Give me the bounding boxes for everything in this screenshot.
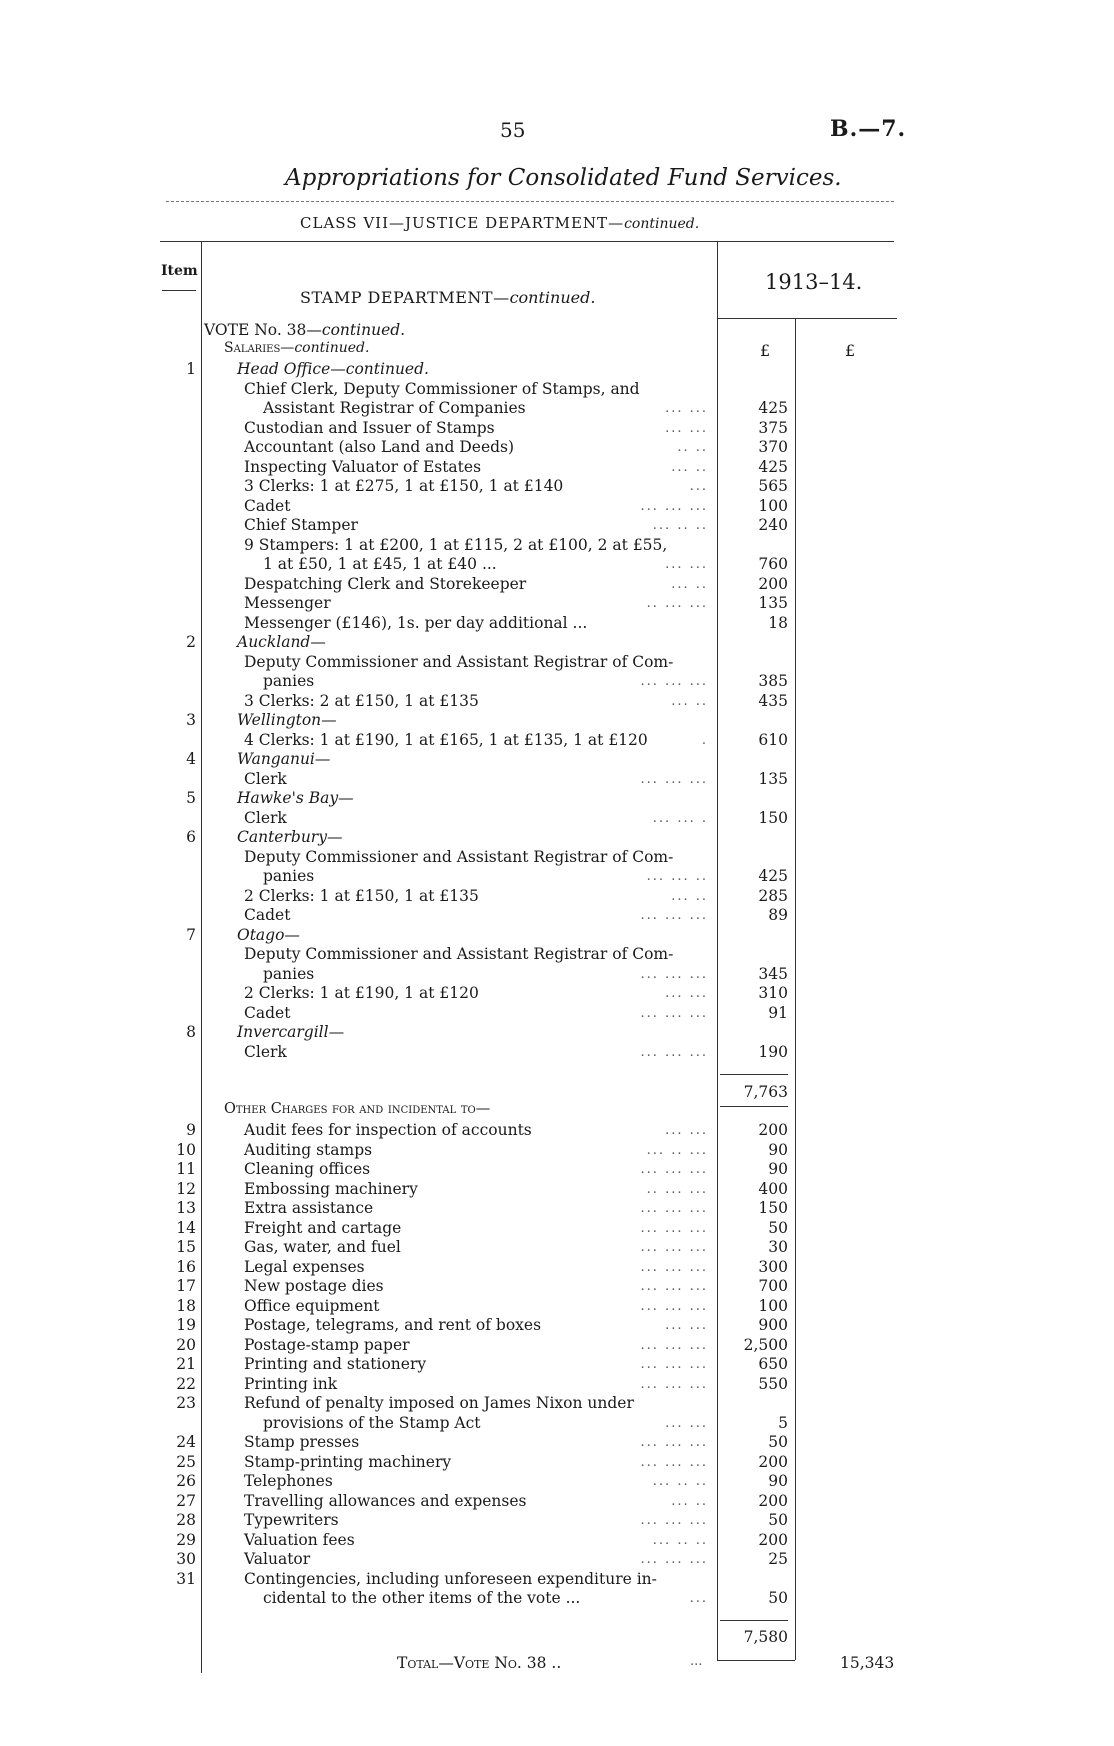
leader-dots: ... ... ... xyxy=(640,1240,708,1255)
row-description: Gas, water, and fuel xyxy=(244,1238,401,1256)
row-description: panies xyxy=(263,867,315,885)
row-description: Deputy Commissioner and Assistant Registrar of Com- xyxy=(244,847,674,866)
leader-dots: ... ... ... xyxy=(640,1162,708,1177)
row-description: 1 at £50, 1 at £45, 1 at £40 ... xyxy=(263,555,497,573)
leader-dots: . xyxy=(701,732,708,748)
table-row xyxy=(0,1589,1114,1609)
table-row xyxy=(0,1531,1114,1551)
salaries-subtotal-rule-bottom xyxy=(720,1106,788,1107)
item-number: 25 xyxy=(176,1452,196,1471)
leader-dots: ... ... ... xyxy=(640,1201,708,1216)
table-row xyxy=(0,1355,1114,1375)
table-row xyxy=(0,867,1114,887)
pound-sign-column-1: £ xyxy=(760,341,771,360)
row-amount: 760 xyxy=(758,555,788,573)
row-description: Custodian and Issuer of Stamps xyxy=(244,418,495,437)
row-amount: 2,500 xyxy=(743,1335,788,1354)
item-number: 29 xyxy=(176,1530,196,1549)
table-top-rule xyxy=(160,241,894,242)
leader-dots: .. .. xyxy=(677,440,708,455)
table-row xyxy=(0,692,1114,712)
table-row xyxy=(0,926,1114,946)
row-description: Travelling allowances and expenses xyxy=(244,1491,527,1510)
item-number: 26 xyxy=(176,1472,196,1490)
leader-dots: ... ... xyxy=(665,986,708,1001)
leader-dots: ... ... xyxy=(665,1318,708,1333)
row-description: Cleaning offices xyxy=(244,1160,371,1178)
row-amount: 91 xyxy=(768,1003,788,1022)
leader-dots: ... ... ... xyxy=(640,1005,708,1021)
row-description: Clerk xyxy=(244,1042,287,1061)
row-description: Postage-stamp paper xyxy=(244,1335,410,1354)
table-row xyxy=(0,1238,1114,1258)
row-description: Audit fees for inspection of accounts xyxy=(244,1121,532,1139)
row-description: Printing ink xyxy=(244,1374,338,1393)
row-amount: 310 xyxy=(758,984,788,1002)
item-number: 28 xyxy=(176,1511,196,1529)
leader-dots: ... ... xyxy=(665,420,708,436)
row-amount: 50 xyxy=(768,1218,788,1237)
row-amount: 135 xyxy=(758,769,788,788)
row-description: panies xyxy=(263,672,315,690)
leader-dots: ... .. .. xyxy=(652,1532,708,1548)
row-description: Assistant Registrar of Companies xyxy=(263,399,526,417)
table-row xyxy=(0,1141,1114,1161)
row-description: panies xyxy=(263,964,315,983)
row-description: 3 Clerks: 1 at £275, 1 at £150, 1 at £140 xyxy=(244,477,564,495)
row-description: Contingencies, including unforeseen expenditure in- xyxy=(244,1569,657,1588)
leader-dots: ... ... ... xyxy=(640,1220,708,1236)
row-description: 9 Stampers: 1 at £200, 1 at £115, 2 at £100, 2 at £55, xyxy=(244,535,668,554)
row-description: Valuation fees xyxy=(244,1530,355,1549)
row-amount: 90 xyxy=(768,1472,788,1490)
table-row xyxy=(0,1043,1114,1063)
leader-dots: ... .. ... xyxy=(646,1142,708,1158)
row-amount: 375 xyxy=(758,418,788,437)
vote-heading: VOTE No. 38—continued. xyxy=(204,321,406,339)
row-description: Otago— xyxy=(237,925,300,944)
leader-dots: ... ... xyxy=(665,557,708,572)
table-row xyxy=(0,828,1114,848)
row-description: Deputy Commissioner and Assistant Registrar of Com- xyxy=(244,652,674,671)
table-row xyxy=(0,1023,1114,1043)
table-row xyxy=(0,419,1114,439)
table-row xyxy=(0,809,1114,829)
table-row xyxy=(0,1258,1114,1278)
row-description: Canterbury— xyxy=(237,828,343,846)
table-row xyxy=(0,731,1114,751)
row-amount: 50 xyxy=(768,1511,788,1529)
leader-dots: .. ... ... xyxy=(646,1181,708,1197)
row-amount: 200 xyxy=(758,1452,788,1471)
leader-dots: ... ... ... xyxy=(640,1513,708,1528)
row-amount: 610 xyxy=(758,730,788,749)
leader-dots: ... ... ... xyxy=(640,1259,708,1275)
table-row xyxy=(0,1414,1114,1434)
row-description: 2 Clerks: 1 at £150, 1 at £135 xyxy=(244,886,479,905)
row-amount: 370 xyxy=(758,438,788,456)
row-amount: 435 xyxy=(758,691,788,710)
item-number: 21 xyxy=(176,1355,196,1373)
subtitle-rule xyxy=(166,201,894,202)
leader-dots: ... .. xyxy=(671,888,708,904)
leader-dots: ... ... . xyxy=(652,810,708,826)
row-amount: 135 xyxy=(758,594,788,612)
table-row xyxy=(0,1492,1114,1512)
row-description: provisions of the Stamp Act xyxy=(263,1413,481,1432)
leader-dots: ... ... ... xyxy=(640,1376,708,1392)
row-description: Inspecting Valuator of Estates xyxy=(244,457,482,476)
row-amount: 345 xyxy=(758,964,788,983)
row-amount: 100 xyxy=(758,1296,788,1315)
table-row xyxy=(0,1472,1114,1492)
row-description: Messenger (£146), 1s. per day additional ... xyxy=(244,613,588,632)
row-description: Office equipment xyxy=(244,1296,380,1315)
table-row xyxy=(0,575,1114,595)
year-header: 1913–14. xyxy=(765,270,863,294)
item-number: 8 xyxy=(186,1023,196,1041)
table-row xyxy=(0,1160,1114,1180)
table-row xyxy=(0,1199,1114,1219)
table-row xyxy=(0,1219,1114,1239)
item-number: 3 xyxy=(186,711,196,729)
table-row xyxy=(0,614,1114,634)
leader-dots: ... ... xyxy=(665,401,708,416)
row-amount: 100 xyxy=(758,496,788,515)
row-amount: 89 xyxy=(768,906,788,924)
row-description: Auckland— xyxy=(237,633,326,651)
row-description: Clerk xyxy=(244,808,287,827)
item-number: 11 xyxy=(176,1160,196,1178)
grand-total: 15,343 xyxy=(840,1654,895,1672)
row-description: Despatching Clerk and Storekeeper xyxy=(244,574,527,593)
row-amount: 200 xyxy=(758,1121,788,1139)
item-number: 16 xyxy=(176,1257,196,1276)
row-amount: 385 xyxy=(758,672,788,690)
item-number: 9 xyxy=(186,1121,196,1139)
row-description: Wellington— xyxy=(237,711,337,729)
row-amount: 5 xyxy=(778,1413,788,1432)
item-column-header: Item xyxy=(161,263,198,279)
row-description: Stamp-printing machinery xyxy=(244,1452,452,1471)
row-amount: 190 xyxy=(758,1042,788,1061)
department-heading: STAMP DEPARTMENT—continued. xyxy=(300,288,596,307)
row-amount: 150 xyxy=(758,1199,788,1217)
pound-sign-column-2: £ xyxy=(845,341,856,360)
leader-dots: ... ... ... xyxy=(640,1552,708,1567)
total-dots: ... xyxy=(690,1654,703,1669)
row-description: Invercargill— xyxy=(237,1023,345,1041)
row-description: Embossing machinery xyxy=(244,1179,418,1198)
row-amount: 200 xyxy=(758,1491,788,1510)
row-description: Refund of penalty imposed on James Nixon under xyxy=(244,1394,634,1412)
table-row xyxy=(0,1121,1114,1141)
other-subtotal-rule xyxy=(720,1620,788,1621)
table-row xyxy=(0,1336,1114,1356)
leader-dots: ... ... ... xyxy=(640,1454,708,1470)
table-row xyxy=(0,1277,1114,1297)
table-row xyxy=(0,594,1114,614)
table-row xyxy=(0,1180,1114,1200)
item-number: 27 xyxy=(176,1491,196,1510)
item-number: 31 xyxy=(176,1569,196,1588)
row-description: Clerk xyxy=(244,769,287,788)
row-amount: 50 xyxy=(768,1589,788,1607)
document-reference: B.—7. xyxy=(830,116,907,142)
leader-dots: ... ... .. xyxy=(646,869,708,884)
row-description: Hawke's Bay— xyxy=(237,789,354,807)
row-description: cidental to the other items of the vote ... xyxy=(263,1589,581,1607)
table-row xyxy=(0,380,1114,400)
leader-dots: ... ... ... xyxy=(640,1337,708,1353)
row-description: Wanganui— xyxy=(237,750,331,768)
table-row xyxy=(0,848,1114,868)
row-amount: 150 xyxy=(758,808,788,827)
table-row xyxy=(0,1550,1114,1570)
item-number: 22 xyxy=(176,1374,196,1393)
row-description: Telephones xyxy=(244,1472,333,1490)
row-description: Deputy Commissioner and Assistant Registrar of Com- xyxy=(244,945,674,963)
row-amount: 425 xyxy=(758,867,788,885)
item-number: 12 xyxy=(176,1179,196,1198)
item-number: 20 xyxy=(176,1335,196,1354)
row-description: Head Office—continued. xyxy=(237,360,429,378)
leader-dots: .. ... ... xyxy=(646,596,708,611)
row-amount: 240 xyxy=(758,516,788,534)
table-row xyxy=(0,1375,1114,1395)
item-number: 7 xyxy=(186,925,196,944)
leader-dots: ... .. xyxy=(671,459,708,475)
row-description: Messenger xyxy=(244,594,331,612)
table-row xyxy=(0,906,1114,926)
row-amount: 300 xyxy=(758,1257,788,1276)
table-row xyxy=(0,477,1114,497)
item-number: 13 xyxy=(176,1199,196,1217)
year-header-rule xyxy=(717,318,897,319)
row-amount: 50 xyxy=(768,1433,788,1451)
row-description: Extra assistance xyxy=(244,1199,374,1217)
page-number: 55 xyxy=(500,118,526,142)
table-row xyxy=(0,1004,1114,1024)
row-amount: 25 xyxy=(768,1550,788,1568)
item-number: 30 xyxy=(176,1550,196,1568)
table-row xyxy=(0,1297,1114,1317)
row-description: Cadet xyxy=(244,496,291,515)
item-number: 15 xyxy=(176,1238,196,1256)
table-row xyxy=(0,887,1114,907)
item-number: 23 xyxy=(176,1394,196,1412)
item-number: 10 xyxy=(176,1140,196,1159)
item-number: 19 xyxy=(176,1316,196,1334)
leader-dots: ... .. xyxy=(671,693,708,709)
leader-dots: ... ... ... xyxy=(640,1298,708,1314)
total-label: Total—Vote No. 38 .. xyxy=(397,1654,562,1672)
table-row xyxy=(0,555,1114,575)
leader-dots: ... ... ... xyxy=(640,1044,708,1060)
row-amount: 425 xyxy=(758,457,788,476)
total-rule xyxy=(717,1660,795,1661)
leader-dots: ... .. .. xyxy=(652,1474,708,1489)
leader-dots: ... ... ... xyxy=(640,966,708,982)
row-description: Postage, telegrams, and rent of boxes xyxy=(244,1316,542,1334)
table-row xyxy=(0,1394,1114,1414)
leader-dots: ... xyxy=(689,1591,708,1606)
table-row xyxy=(0,653,1114,673)
leader-dots: ... ... ... xyxy=(640,674,708,689)
class-heading: CLASS VII—JUSTICE DEPARTMENT—continued. xyxy=(300,214,700,232)
table-row xyxy=(0,1433,1114,1453)
leader-dots: ... ... ... xyxy=(640,498,708,514)
item-number: 2 xyxy=(186,633,196,651)
leader-dots: ... xyxy=(689,479,708,494)
item-number: 4 xyxy=(186,750,196,768)
row-description: 4 Clerks: 1 at £190, 1 at £165, 1 at £135, 1 at £120 xyxy=(244,730,648,749)
row-description: Chief Stamper xyxy=(244,516,358,534)
leader-dots: ... .. xyxy=(671,1493,708,1509)
other-charges-heading: Other Charges for and incidental to— xyxy=(224,1101,491,1117)
row-amount: 650 xyxy=(758,1355,788,1373)
row-description: 3 Clerks: 2 at £150, 1 at £135 xyxy=(244,691,479,710)
row-description: Cadet xyxy=(244,906,291,924)
leader-dots: ... ... ... xyxy=(640,771,708,787)
row-description: 2 Clerks: 1 at £190, 1 at £120 xyxy=(244,984,479,1002)
leader-dots: ... ... xyxy=(665,1415,708,1431)
table-row xyxy=(0,711,1114,731)
table-row xyxy=(0,984,1114,1004)
row-amount: 700 xyxy=(758,1277,788,1295)
salaries-heading: Salaries—continued. xyxy=(224,340,370,356)
table-row xyxy=(0,399,1114,419)
leader-dots: ... ... ... xyxy=(640,1279,708,1294)
row-amount: 565 xyxy=(758,477,788,495)
table-row xyxy=(0,1316,1114,1336)
table-row xyxy=(0,360,1114,380)
table-row xyxy=(0,633,1114,653)
item-number: 24 xyxy=(176,1433,196,1451)
table-row xyxy=(0,770,1114,790)
item-number: 18 xyxy=(176,1296,196,1315)
table-row xyxy=(0,965,1114,985)
row-description: Freight and cartage xyxy=(244,1218,402,1237)
row-amount: 285 xyxy=(758,886,788,905)
item-number: 6 xyxy=(186,828,196,846)
table-row xyxy=(0,750,1114,770)
table-row xyxy=(0,945,1114,965)
row-amount: 400 xyxy=(758,1179,788,1198)
other-charges-subtotal: 7,580 xyxy=(743,1628,788,1646)
salaries-subtotal: 7,763 xyxy=(743,1083,788,1101)
leader-dots: ... ... ... xyxy=(640,1435,708,1450)
row-amount: 200 xyxy=(758,574,788,593)
row-amount: 30 xyxy=(768,1238,788,1256)
row-amount: 18 xyxy=(768,613,788,632)
table-row xyxy=(0,1570,1114,1590)
leader-dots: ... .. xyxy=(671,576,708,592)
item-header-rule xyxy=(162,290,196,291)
row-amount: 90 xyxy=(768,1160,788,1178)
row-description: Chief Clerk, Deputy Commissioner of Stamps, and xyxy=(244,379,640,398)
row-amount: 425 xyxy=(758,399,788,417)
salaries-subtotal-rule xyxy=(720,1074,788,1075)
table-row xyxy=(0,536,1114,556)
table-row xyxy=(0,789,1114,809)
page-subtitle: Appropriations for Consolidated Fund Services. xyxy=(285,165,842,191)
row-amount: 200 xyxy=(758,1530,788,1549)
row-description: Cadet xyxy=(244,1003,291,1022)
item-number: 14 xyxy=(176,1218,196,1237)
table-row xyxy=(0,672,1114,692)
item-number: 1 xyxy=(186,360,196,378)
leader-dots: ... ... ... xyxy=(640,1357,708,1372)
table-row xyxy=(0,1511,1114,1531)
row-amount: 900 xyxy=(758,1316,788,1334)
row-description: Auditing stamps xyxy=(244,1140,373,1159)
row-description: Printing and stationery xyxy=(244,1355,427,1373)
leader-dots: ... ... ... xyxy=(640,908,708,923)
table-row xyxy=(0,438,1114,458)
table-row xyxy=(0,516,1114,536)
row-description: Legal expenses xyxy=(244,1257,365,1276)
table-row xyxy=(0,497,1114,517)
leader-dots: ... ... xyxy=(665,1123,708,1138)
item-number: 17 xyxy=(176,1277,196,1295)
row-description: Stamp presses xyxy=(244,1433,360,1451)
row-amount: 90 xyxy=(768,1140,788,1159)
row-description: New postage dies xyxy=(244,1277,384,1295)
leader-dots: ... .. .. xyxy=(652,518,708,533)
item-number: 5 xyxy=(186,789,196,807)
table-row xyxy=(0,458,1114,478)
row-amount: 550 xyxy=(758,1374,788,1393)
row-description: Valuator xyxy=(244,1550,311,1568)
row-description: Typewriters xyxy=(244,1511,339,1529)
row-description: Accountant (also Land and Deeds) xyxy=(244,438,515,456)
table-row xyxy=(0,1453,1114,1473)
